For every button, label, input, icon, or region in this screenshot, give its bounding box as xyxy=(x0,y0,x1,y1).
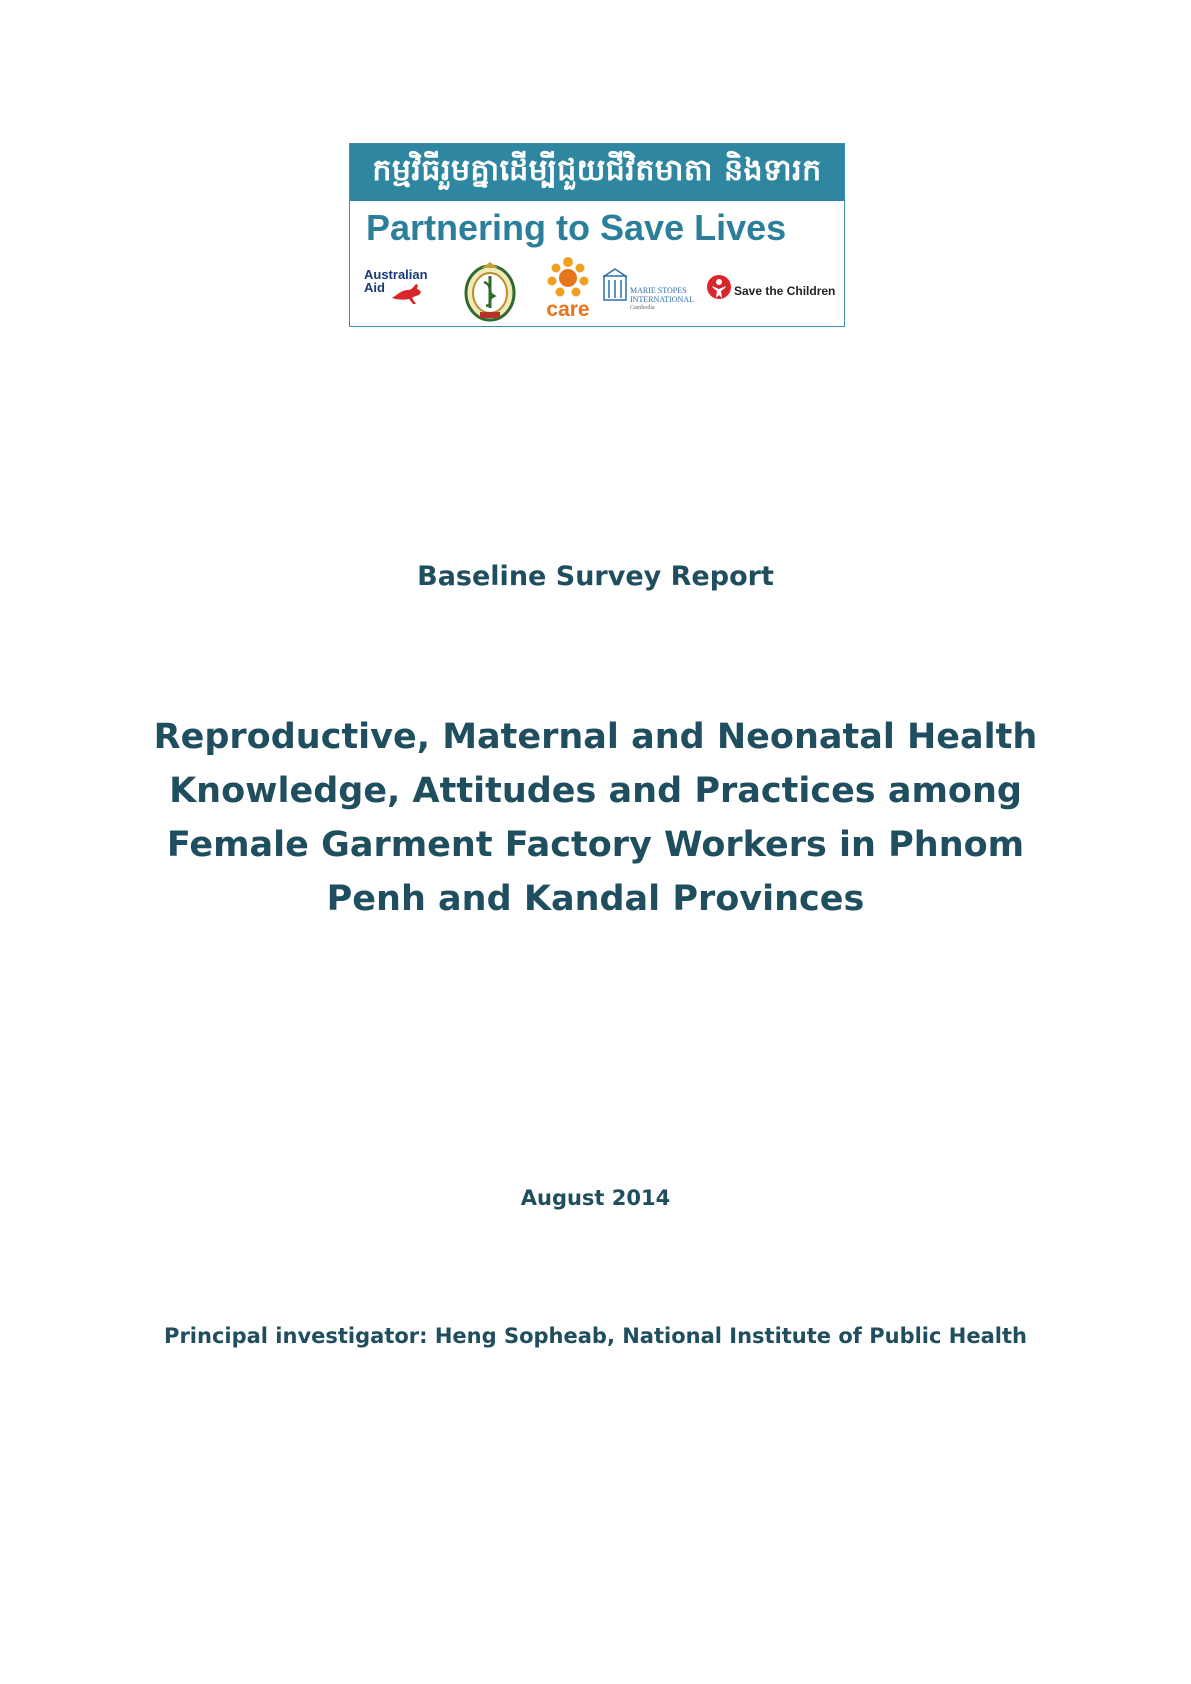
care-logo xyxy=(540,256,596,324)
report-title-line-4: Penh and Kandal Provinces xyxy=(326,879,865,919)
report-type-heading: Baseline Survey Report xyxy=(417,561,774,592)
report-title-line-3: Female Garment Factory Workers in Phnom xyxy=(166,825,1025,865)
australian-aid-label-2: Aid xyxy=(364,280,385,295)
ministry-of-health-crest-icon xyxy=(460,260,520,326)
save-the-children-icon xyxy=(706,274,732,304)
partner-logo-banner xyxy=(349,143,845,327)
australian-aid-label-1: Australian xyxy=(364,267,428,282)
report-title-line-2: Knowledge, Attitudes and Practices among xyxy=(169,771,1022,811)
save-the-children-wordmark: Save the Children xyxy=(734,284,836,298)
msi-line-1: MARIE STOPES xyxy=(630,286,687,295)
msi-line-2: INTERNATIONAL xyxy=(630,295,694,304)
care-wordmark: care xyxy=(546,298,590,321)
care-figures-icon xyxy=(540,256,596,300)
msi-line-3: Cambodia xyxy=(630,305,655,311)
building-icon xyxy=(602,268,628,302)
report-title xyxy=(140,710,1051,926)
khmer-banner-title: កម្មវិធីរួមគ្នាដើម្បីជួយជីវិតមាតា និងទារក xyxy=(350,144,844,201)
report-title-line-1: Reproductive, Maternal and Neonatal Health xyxy=(153,717,1038,757)
marie-stopes-logo xyxy=(602,268,692,316)
save-the-children-logo xyxy=(706,274,842,304)
banner-tagline: Partnering to Save Lives xyxy=(366,207,787,248)
kangaroo-icon xyxy=(390,282,426,306)
australian-aid-logo xyxy=(364,268,444,312)
partner-logos-row xyxy=(350,256,844,324)
principal-investigator: Principal investigator: Heng Sopheab, National Institute of Public Health xyxy=(164,1324,1027,1348)
report-date: August 2014 xyxy=(520,1186,671,1210)
marie-stopes-wordmark xyxy=(630,286,694,313)
